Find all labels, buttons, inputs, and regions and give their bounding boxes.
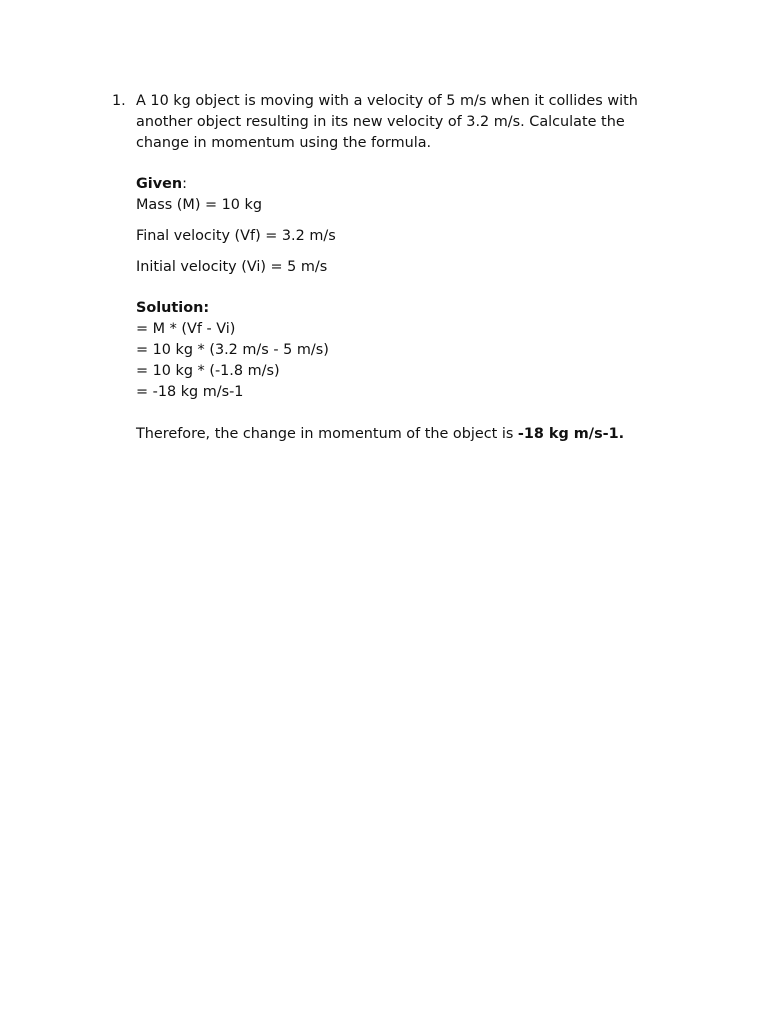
solution-step: = 10 kg * (-1.8 m/s) (136, 363, 280, 379)
given-heading-suffix: : (182, 176, 187, 192)
problem-item (112, 91, 672, 445)
given-initial-velocity: Initial velocity (Vi) = 5 m/s (136, 259, 328, 275)
solution-steps (136, 319, 672, 403)
given-mass: Mass (M) = 10 kg (136, 197, 263, 213)
conclusion (136, 424, 672, 445)
conclusion-answer: -18 kg m/s-1. (517, 426, 625, 442)
given-list (136, 195, 672, 278)
solution-step: = -18 kg m/s-1 (136, 384, 244, 400)
problem-number: 1. (112, 93, 126, 109)
given-heading (136, 174, 672, 195)
solution-step: = M * (Vf - Vi) (136, 321, 236, 337)
solution-step: = 10 kg * (3.2 m/s - 5 m/s) (136, 342, 329, 358)
given-final-velocity: Final velocity (Vf) = 3.2 m/s (136, 228, 336, 244)
solution-heading: Solution: (136, 300, 210, 316)
problem-question: A 10 kg object is moving with a velocity of 5 m/s when it collides with another object resulting in its new velocity of 3.2 m/s. Calculate the change in momentum using the formula. (136, 93, 638, 151)
given-heading-label: Given (136, 176, 183, 192)
conclusion-text: Therefore, the change in momentum of the object is (136, 426, 518, 442)
problem-body (136, 91, 672, 445)
